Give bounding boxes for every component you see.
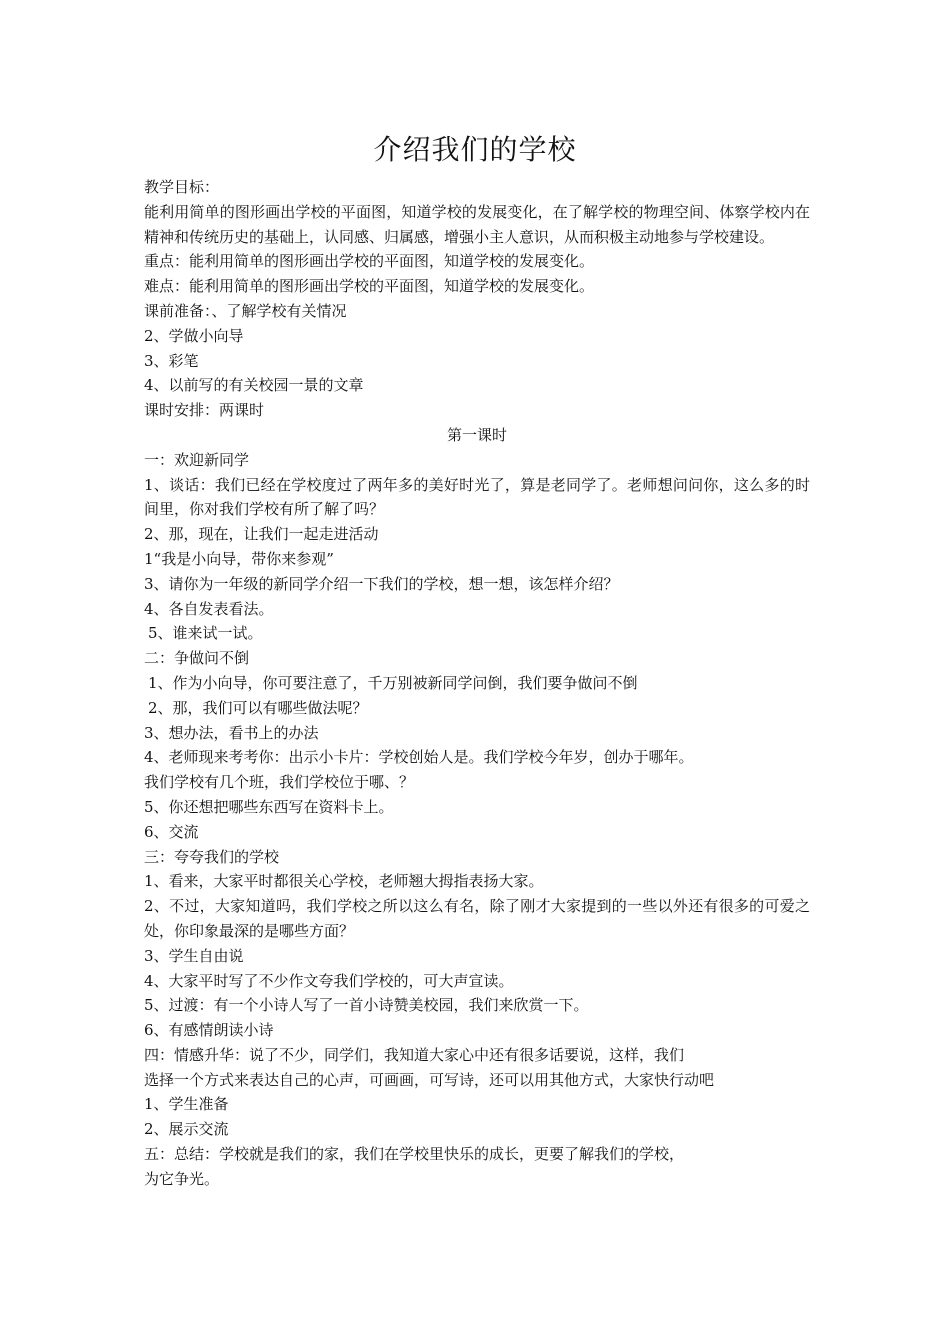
text-line: 能利用简单的图形画出学校的平面图，知道学校的发展变化，在了解学校的物理空间、体察学校内在精神和传统历史的基础上，认同感、归属感，增强小主人意识，从而积极主动地参与学校建设。 — [144, 202, 810, 246]
text-line: 教学目标： — [144, 178, 220, 196]
text-line: 5、谁来试一试。 — [148, 624, 263, 643]
text-line: 三：夸夸我们的学校 — [144, 847, 280, 866]
text-line: 1、作为小向导，你可要注意了，千万别被新同学问倒，我们要争做问不倒 — [148, 673, 638, 692]
text-line: 我们学校有几个班，我们学校位于哪、？ — [144, 773, 415, 792]
text-line: 1“我是小向导，带你来参观” — [144, 549, 334, 568]
text-line: 四：情感升华：说了不少，同学们，我知道大家心中还有很多话要说，这样，我们 — [144, 1045, 685, 1064]
text-line: 为它争光。 — [144, 1169, 220, 1188]
text-line: 二：争做问不倒 — [144, 649, 250, 668]
text-line: 5、过渡：有一个小诗人写了一首小诗赞美校园，我们来欣赏一下。 — [144, 996, 589, 1015]
text-line: 课时安排：两课时 — [144, 401, 265, 420]
text-line: 4、以前写的有关校园一景的文章 — [144, 376, 364, 395]
text-line: 五：总结：学校就是我们的家，我们在学校里快乐的成长，更要了解我们的学校， — [144, 1145, 685, 1164]
document-body — [144, 175, 810, 1192]
text-line: 重点：能利用简单的图形画出学校的平面图，知道学校的发展变化。 — [144, 252, 595, 271]
text-line: 1、看来，大家平时都很关心学校，老师翘大拇指表扬大家。 — [144, 872, 544, 891]
text-line: 4、大家平时写了不少作文夸我们学校的，可大声宣读。 — [144, 971, 514, 990]
document-title: 介绍我们的学校 — [373, 133, 577, 166]
text-line: 选择一个方式来表达自己的心声，可画画，可写诗，还可以用其他方式，大家快行动吧 — [144, 1070, 715, 1089]
text-line: 一：欢迎新同学 — [144, 450, 250, 469]
text-line: 2、学做小向导 — [144, 326, 244, 345]
section-heading: 第一课时 — [446, 425, 507, 444]
text-line: 2、那，现在，让我们一起走进活动 — [144, 525, 379, 544]
text-line: 1、学生准备 — [144, 1095, 229, 1114]
text-line: 2、那，我们可以有哪些做法呢？ — [148, 698, 368, 717]
text-line: 3、请你为一年级的新同学介绍一下我们的学校，想一想，该怎样介绍？ — [144, 574, 619, 593]
text-line: 难点：能利用简单的图形画出学校的平面图，知道学校的发展变化。 — [144, 277, 595, 296]
text-line: 6、交流 — [144, 822, 199, 841]
text-line: 1、谈话：我们已经在学校度过了两年多的美好时光了，算是老同学了。老师想问问你，这么多的时间里，你对我们学校有所了解了吗？ — [144, 475, 810, 519]
text-line: 3、彩笔 — [144, 351, 199, 370]
text-line: 2、不过，大家知道吗，我们学校之所以这么有名，除了刚才大家提到的一些以外还有很多的可爱之处，你印象最深的是哪些方面？ — [144, 897, 810, 940]
text-line: 课前准备：、了解学校有关情况 — [144, 301, 347, 320]
text-line: 3、学生自由说 — [144, 946, 244, 965]
text-line: 6、有感情朗读小诗 — [144, 1021, 274, 1040]
text-line: 2、展示交流 — [144, 1120, 229, 1139]
text-line: 4、各自发表看法。 — [144, 599, 274, 618]
text-line: 3、想办法，看书上的办法 — [144, 723, 319, 742]
text-line: 5、你还想把哪些东西写在资料卡上。 — [144, 797, 394, 816]
text-line: 4、老师现来考考你：出示小卡片：学校创始人是。我们学校今年岁，创办于哪年。 — [144, 748, 694, 767]
